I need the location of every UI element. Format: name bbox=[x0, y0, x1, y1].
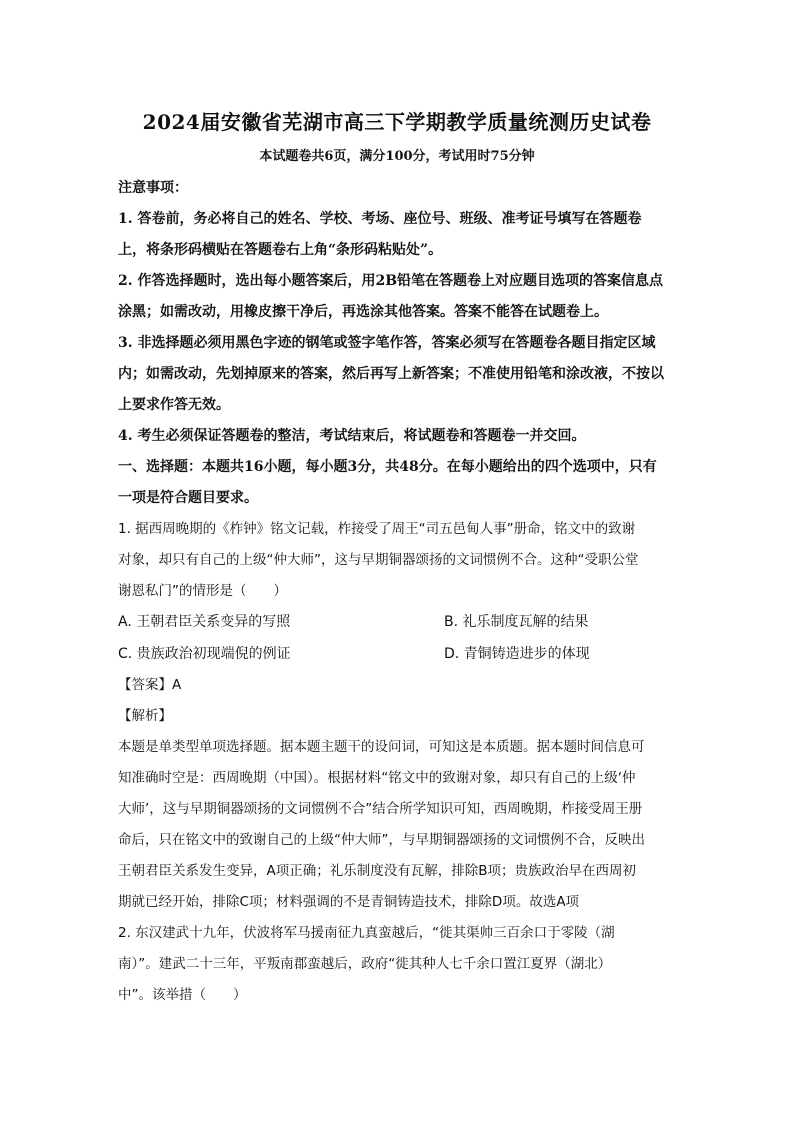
question-1-option-c: C. 贵族政治初现端倪的例证 bbox=[118, 646, 291, 662]
question-2-stem-end: 中”。该举措（ ） bbox=[118, 987, 247, 1003]
page-title: 2024届安徽省芜湖市高三下学期教学质量统测历史试卷 bbox=[142, 110, 652, 134]
notice-item-3: 3. 非选择题必须用黑色字迹的钢笔或签字笔作答，答案必须写在答题卷各题目指定区域 bbox=[118, 335, 656, 351]
notice-item-1-cont: 上，将条形码横贴在答题卷右上角“条形码粘贴处”。 bbox=[118, 242, 443, 258]
question-1-analysis-4: 命后，只在铭文中的致谢自己的上级“仲大师”，与早期铜器颂扬的文词惯例不合，反映出 bbox=[118, 832, 645, 848]
question-1-analysis-2: 知准确时空是：西周晚期（中国）。根据材料“铭文中的致谢对象，却只有自己的上级‘仲 bbox=[118, 770, 636, 786]
question-1-stem: 1. 据西周晚期的《柞钟》铭文记载，柞接受了周王“司五邑甸人事”册命，铭文中的致谢 bbox=[118, 521, 636, 537]
question-1-answer: 【答案】A bbox=[118, 677, 182, 693]
notice-item-1: 1. 答卷前，务必将自己的姓名、学校、考场、座位号、班级、准考证号填写在答题卷 bbox=[118, 211, 642, 227]
question-1-option-d: D. 青铜铸造进步的体现 bbox=[444, 646, 590, 662]
question-1-analysis-3: 大师’，这与早期铜器颂扬的文词惯例不合”结合所学知识可知，西周晚期，柞接受周王册 bbox=[118, 801, 643, 817]
question-2-stem-cont: 南）”。建武二十三年，平叛南郡蛮越后，政府“徙其种人七千余口置江夏界（湖北） bbox=[118, 956, 612, 972]
notice-item-2: 2. 作答选择题时，选出每小题答案后，用2B铅笔在答题卷上对应题目选项的答案信息点 bbox=[118, 273, 664, 289]
exam-subtitle: 本试题卷共6页，满分100分，考试用时75分钟 bbox=[259, 149, 535, 164]
notice-item-3-end: 上要求作答无效。 bbox=[118, 397, 230, 413]
section-heading: 一、选择题：本题共16小题，每小题3分，共48分。在每小题给出的四个选项中，只有 bbox=[118, 459, 657, 475]
question-1-analysis-heading: 【解析】 bbox=[118, 708, 172, 724]
question-1-analysis: 本题是单类型单项选择题。据本题主题干的设问词，可知这是本质题。据本题时间信息可 bbox=[118, 739, 645, 755]
notice-item-4: 4. 考生必须保证答题卷的整洁，考试结束后，将试题卷和答题卷一并交回。 bbox=[118, 428, 586, 444]
question-1-option-b: B. 礼乐制度瓦解的结果 bbox=[444, 614, 589, 630]
notice-item-2-cont: 涂黑；如需改动，用橡皮擦干净后，再选涂其他答案。答案不能答在试题卷上。 bbox=[118, 304, 608, 320]
notice-heading: 注意事项： bbox=[118, 180, 188, 196]
question-1-stem-end: 谢恩私门”的情形是（ ） bbox=[118, 583, 287, 599]
question-1-analysis-5: 王朝君臣关系发生变异，A项正确；礼乐制度没有瓦解，排除B项；贵族政治早在西周初 bbox=[118, 863, 636, 879]
notice-item-3-cont: 内；如需改动，先划掉原来的答案，然后再写上新答案；不准使用铅笔和涂改液，不按以 bbox=[118, 366, 664, 382]
question-1-option-a: A. 王朝君臣关系变异的写照 bbox=[118, 614, 291, 630]
section-heading-cont: 一项是符合题目要求。 bbox=[118, 490, 258, 506]
question-2-stem: 2. 东汉建武十九年，伏波将军马援南征九真蛮越后，“徙其渠帅三百余口于零陵（湖 bbox=[118, 925, 615, 941]
question-1-analysis-6: 期就已经开始，排除C项；材料强调的不是青铜铸造技术，排除D项。故选A项 bbox=[118, 894, 580, 910]
question-1-stem-cont: 对象，却只有自己的上级“仲大师”，这与早期铜器颂扬的文词惯例不合。这种“受职公堂 bbox=[118, 552, 639, 568]
